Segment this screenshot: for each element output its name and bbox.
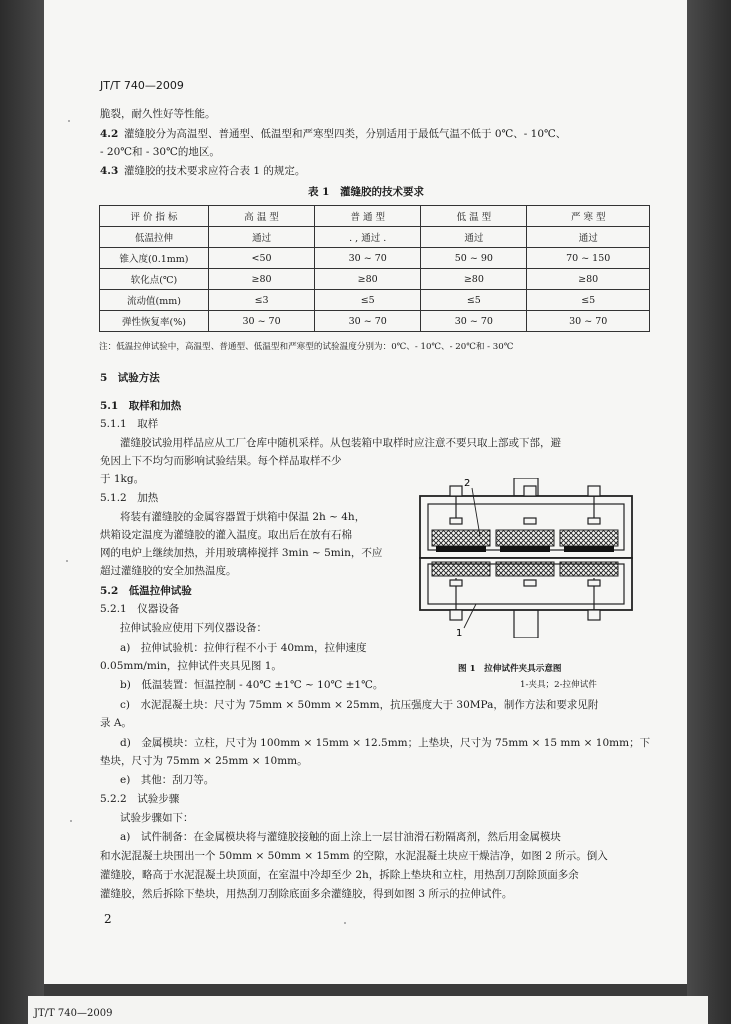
subsection-heading: 5.1.1 取样 bbox=[100, 418, 159, 430]
figure-caption: 图 1 拉伸试件夹具示意图 bbox=[458, 664, 562, 674]
table-row bbox=[100, 269, 650, 290]
document-page bbox=[44, 0, 687, 984]
table-cell: <50 bbox=[209, 248, 315, 269]
scan-speck bbox=[66, 560, 68, 562]
figure-label-2: 2 bbox=[464, 478, 471, 489]
figure-label-1: 1 bbox=[456, 628, 463, 638]
table-note: 注：低温拉伸试验中，高温型、普通型、低温型和严寒型的试验温度分别为：0℃、- 10℃、- 20℃和 - 30℃ bbox=[99, 342, 514, 352]
page-number: 2 bbox=[104, 912, 112, 926]
list-item: c) 水泥混凝土块：尺寸为 75mm × 50mm × 25mm，抗压强度大于 30MPa，制作方法和要求见附 bbox=[120, 699, 599, 711]
table-cell: ≤5 bbox=[315, 290, 421, 311]
table-cell: 30 ~ 70 bbox=[421, 311, 527, 332]
paragraph-line: - 20℃和 - 30℃的地区。 bbox=[100, 146, 220, 158]
paragraph-line: 灌缝胶分为高温型、普通型、低温型和严寒型四类，分别适用于最低气温不低于 0℃、- 10℃、 bbox=[124, 128, 567, 140]
table-cell: 软化点(℃) bbox=[100, 269, 209, 290]
next-page-strip bbox=[28, 996, 708, 1024]
table-cell: 通过 bbox=[421, 227, 527, 248]
table-header-cell: 高 温 型 bbox=[209, 206, 315, 227]
table-header-cell: 普 通 型 bbox=[315, 206, 421, 227]
paragraph-line: 烘箱设定温度为灌缝胶的灌入温度。取出后在放有石棉 bbox=[100, 529, 352, 541]
table-cell: . , 通过 . bbox=[315, 227, 421, 248]
scan-speck bbox=[68, 120, 70, 122]
paragraph-line: 网的电炉上继续加热，并用玻璃棒搅拌 3min ~ 5min，不应 bbox=[100, 547, 383, 559]
next-page-fragment: JT/T 740—2009 bbox=[34, 1008, 113, 1019]
table-row bbox=[100, 227, 650, 248]
paragraph-line: 超过灌缝胶的安全加热温度。 bbox=[100, 565, 237, 577]
table-cell: ≤3 bbox=[209, 290, 315, 311]
table-cell: 70 ~ 150 bbox=[527, 248, 650, 269]
table-cell: 弹性恢复率(%) bbox=[100, 311, 209, 332]
table-row bbox=[100, 311, 650, 332]
table-cell: ≤5 bbox=[527, 290, 650, 311]
subsection-heading: 5.1 取样和加热 bbox=[100, 400, 182, 412]
list-item: 0.05mm/min，拉伸试件夹具见图 1。 bbox=[100, 660, 282, 672]
subsection-heading: 5.1.2 加热 bbox=[100, 492, 159, 504]
paragraph-line: 灌缝胶，略高于水泥混凝土块顶面，在室温中冷却至少 2h，拆除上垫块和立柱，用热刮刀刮除顶面多余 bbox=[100, 869, 579, 881]
tension-fixture-figure bbox=[406, 478, 642, 638]
paragraph-line: 于 1kg。 bbox=[100, 473, 145, 485]
table-header-cell: 评 价 指 标 bbox=[100, 206, 209, 227]
scan-speck bbox=[344, 922, 346, 924]
table-cell: 30 ~ 70 bbox=[209, 311, 315, 332]
list-item: b) 低温装置：恒温控制 - 40℃ ±1℃ ~ 10℃ ±1℃。 bbox=[120, 679, 384, 691]
section-number: 4.2 bbox=[100, 128, 119, 140]
paragraph-line: 灌缝胶的技术要求应符合表 1 的规定。 bbox=[124, 165, 306, 177]
paragraph-line: 脆裂，耐久性好等性能。 bbox=[100, 108, 216, 120]
table-cell: 低温拉伸 bbox=[100, 227, 209, 248]
subsection-heading: 5.2 低温拉伸试验 bbox=[100, 585, 192, 597]
table-cell: ≥80 bbox=[527, 269, 650, 290]
paragraph-line: 灌缝胶试验用样品应从工厂仓库中随机采样。从包装箱中取样时应注意不要只取上部或下部，避 bbox=[120, 437, 561, 449]
paragraph-line: a) 试件制备：在金属模块将与灌缝胶接触的面上涂上一层甘油滑石粉隔离剂，然后用金属模块 bbox=[120, 831, 561, 843]
scan-left-edge bbox=[0, 0, 44, 1024]
subsection-heading: 5.2.2 试验步骤 bbox=[100, 793, 180, 805]
table-cell: ≥80 bbox=[315, 269, 421, 290]
table-cell: 30 ~ 70 bbox=[315, 311, 421, 332]
table-cell: 通过 bbox=[527, 227, 650, 248]
paragraph-line: 拉伸试验应使用下列仪器设备： bbox=[120, 622, 267, 634]
paragraph-line: 灌缝胶，然后拆除下垫块，用热刮刀刮除底面多余灌缝胶，得到如图 3 所示的拉伸试件。 bbox=[100, 888, 513, 900]
scan-speck bbox=[70, 820, 72, 822]
table-cell: ≥80 bbox=[421, 269, 527, 290]
paragraph-line: 和水泥混凝土块围出一个 50mm × 50mm × 15mm 的空隙，水泥混凝土块应干燥洁净，如图 2 所示。倒入 bbox=[100, 850, 608, 862]
list-item: d) 金属模块：立柱，尺寸为 100mm × 15mm × 12.5mm；上垫块，尺寸为 75mm × 15 mm × 10mm；下 bbox=[120, 737, 651, 749]
table-header-row bbox=[100, 206, 650, 227]
table-cell: ≥80 bbox=[209, 269, 315, 290]
list-item: e) 其他：刮刀等。 bbox=[120, 774, 215, 786]
table-cell: 30 ~ 70 bbox=[527, 311, 650, 332]
table-header-cell: 严 寒 型 bbox=[527, 206, 650, 227]
table-cell: 流动值(mm) bbox=[100, 290, 209, 311]
table-row bbox=[100, 248, 650, 269]
spec-table bbox=[99, 205, 650, 332]
subsection-heading: 5.2.1 仪器设备 bbox=[100, 603, 180, 615]
table-cell: ≤5 bbox=[421, 290, 527, 311]
list-item: 垫块，尺寸为 75mm × 25mm × 10mm。 bbox=[100, 755, 308, 767]
section-heading: 5 试验方法 bbox=[100, 372, 160, 384]
table-header-cell: 低 温 型 bbox=[421, 206, 527, 227]
paragraph-line: 免因上下不均匀而影响试验结果。每个样品取样不少 bbox=[100, 455, 342, 467]
table-caption: 表 1 灌缝胶的技术要求 bbox=[308, 186, 424, 198]
figure-legend: 1-夹具；2-拉伸试件 bbox=[520, 680, 597, 690]
table-cell: 30 ~ 70 bbox=[315, 248, 421, 269]
paragraph-line: 试验步骤如下： bbox=[120, 812, 194, 824]
table-row bbox=[100, 290, 650, 311]
document-code: JT/T 740—2009 bbox=[100, 79, 184, 92]
section-number: 4.3 bbox=[100, 165, 119, 177]
list-item: 录 A。 bbox=[100, 717, 132, 729]
table-cell: 50 ~ 90 bbox=[421, 248, 527, 269]
paragraph-line: 将装有灌缝胶的金属容器置于烘箱中保温 2h ~ 4h， bbox=[120, 511, 366, 523]
list-item: a) 拉伸试验机：拉伸行程不小于 40mm，拉伸速度 bbox=[120, 642, 367, 654]
scan-right-edge bbox=[687, 0, 731, 1024]
table-cell: 锥入度(0.1mm) bbox=[100, 248, 209, 269]
table-cell: 通过 bbox=[209, 227, 315, 248]
